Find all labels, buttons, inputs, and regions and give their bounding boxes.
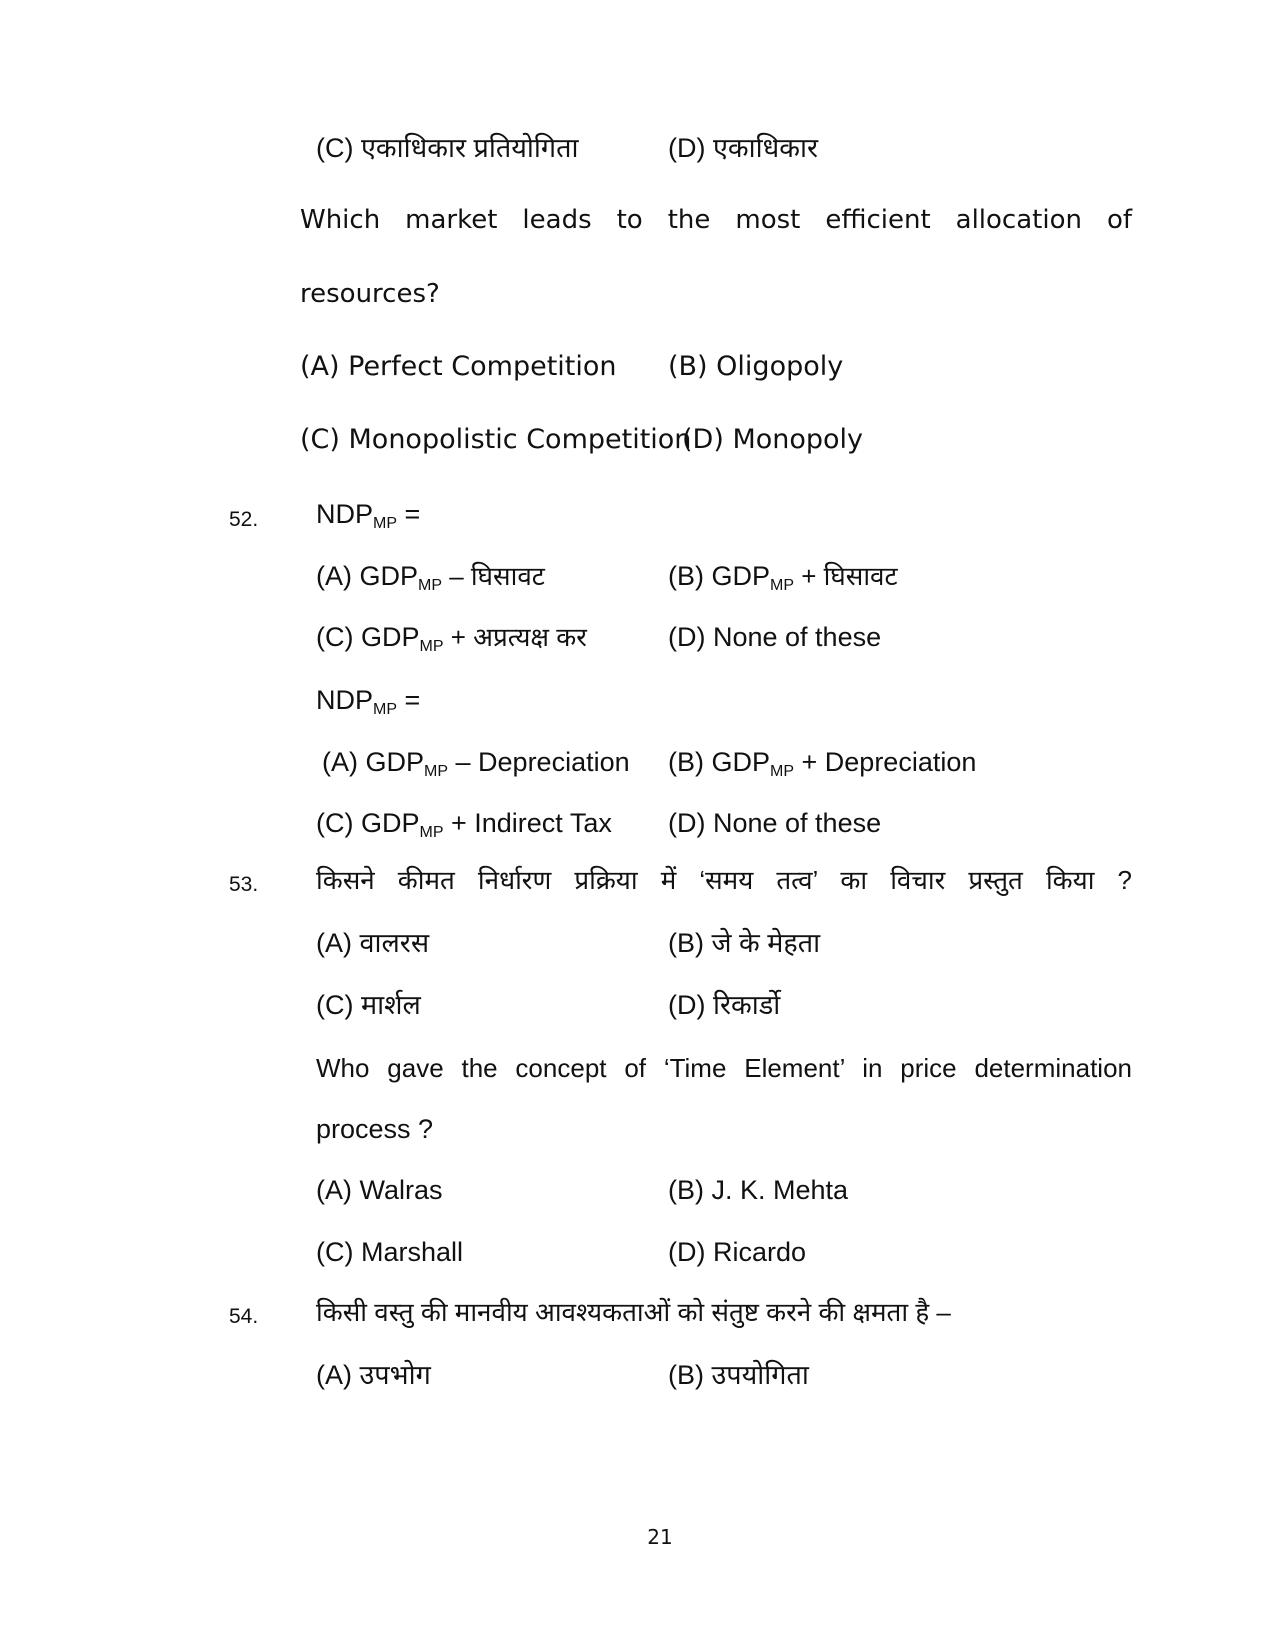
q53-question-english-line1: Who gave the concept of ‘Time Element’ in price determination	[316, 1053, 1132, 1083]
q52-option-b-hindi: (B) $GDP_{MP}$ + घिसावट	[668, 561, 898, 594]
q53-option-a-hindi: (A) वालरस	[316, 928, 430, 958]
question-number-53: 53.	[229, 873, 259, 896]
q52-option-d: (D) None of these	[668, 808, 882, 838]
q51-option-b: (B) Oligopoly	[668, 351, 844, 382]
q53-option-d: (D) Ricardo	[668, 1237, 807, 1267]
q54-question-hindi: किसी वस्तु की मानवीय आवश्यकताओं को संतुष्ट करने की क्षमता है –	[316, 1297, 951, 1327]
q52-formula-hindi: $NDP_{MP}$ =	[316, 499, 421, 532]
q53-option-b: (B) J. K. Mehta	[668, 1175, 849, 1205]
q52-option-b: (B) $GDP_{MP}$ + Depreciation	[668, 747, 977, 780]
q53-option-a: (A) Walras	[316, 1175, 443, 1205]
q52-option-c-hindi: (C) $GDP_{MP}$ + अप्रत्यक्ष कर	[316, 622, 587, 655]
q51-option-c: (C) Monopolistic Competition	[300, 424, 692, 455]
q51-question-english-line1: Which market leads to the most efficient allocation of	[300, 205, 1132, 235]
q53-option-b-hindi: (B) जे के मेहता	[668, 928, 821, 958]
question-number-52: 52.	[229, 508, 259, 531]
q51-option-a: (A) Perfect Competition	[300, 351, 617, 382]
q53-option-c: (C) Marshall	[316, 1237, 464, 1267]
q54-option-a-hindi: (A) उपभोग	[316, 1360, 431, 1390]
question-number-54: 54.	[229, 1305, 259, 1328]
q52-option-a: (A) $GDP_{MP}$ – Depreciation	[322, 747, 630, 780]
q51-option-d: (D) Monopoly	[682, 424, 864, 455]
q53-option-c-hindi: (C) मार्शल	[316, 990, 421, 1020]
q51-question-english-line2: resources?	[300, 279, 440, 309]
q53-option-d-hindi: (D) रिकार्डो	[668, 990, 781, 1020]
q52-option-d-hindi: (D) None of these	[668, 622, 882, 652]
q51-option-c-hindi: (C) एकाधिकार प्रतियोगिता	[316, 133, 579, 163]
page-number: 21	[647, 1525, 673, 1549]
q51-option-d-hindi: (D) एकाधिकार	[668, 133, 819, 163]
q52-option-c: (C) $GDP_{MP}$ + Indirect Tax	[316, 808, 612, 841]
q53-question-hindi: किसने कीमत निर्धारण प्रक्रिया में ‘समय तत्व’ का विचार प्रस्तुत किया ?	[316, 865, 1132, 895]
q52-option-a-hindi: (A) $GDP_{MP}$ – घिसावट	[316, 561, 545, 594]
q53-question-english-line2: process ?	[316, 1114, 434, 1144]
q52-formula-english: $NDP_{MP}$ =	[316, 685, 421, 718]
q54-option-b-hindi: (B) उपयोगिता	[668, 1360, 809, 1390]
